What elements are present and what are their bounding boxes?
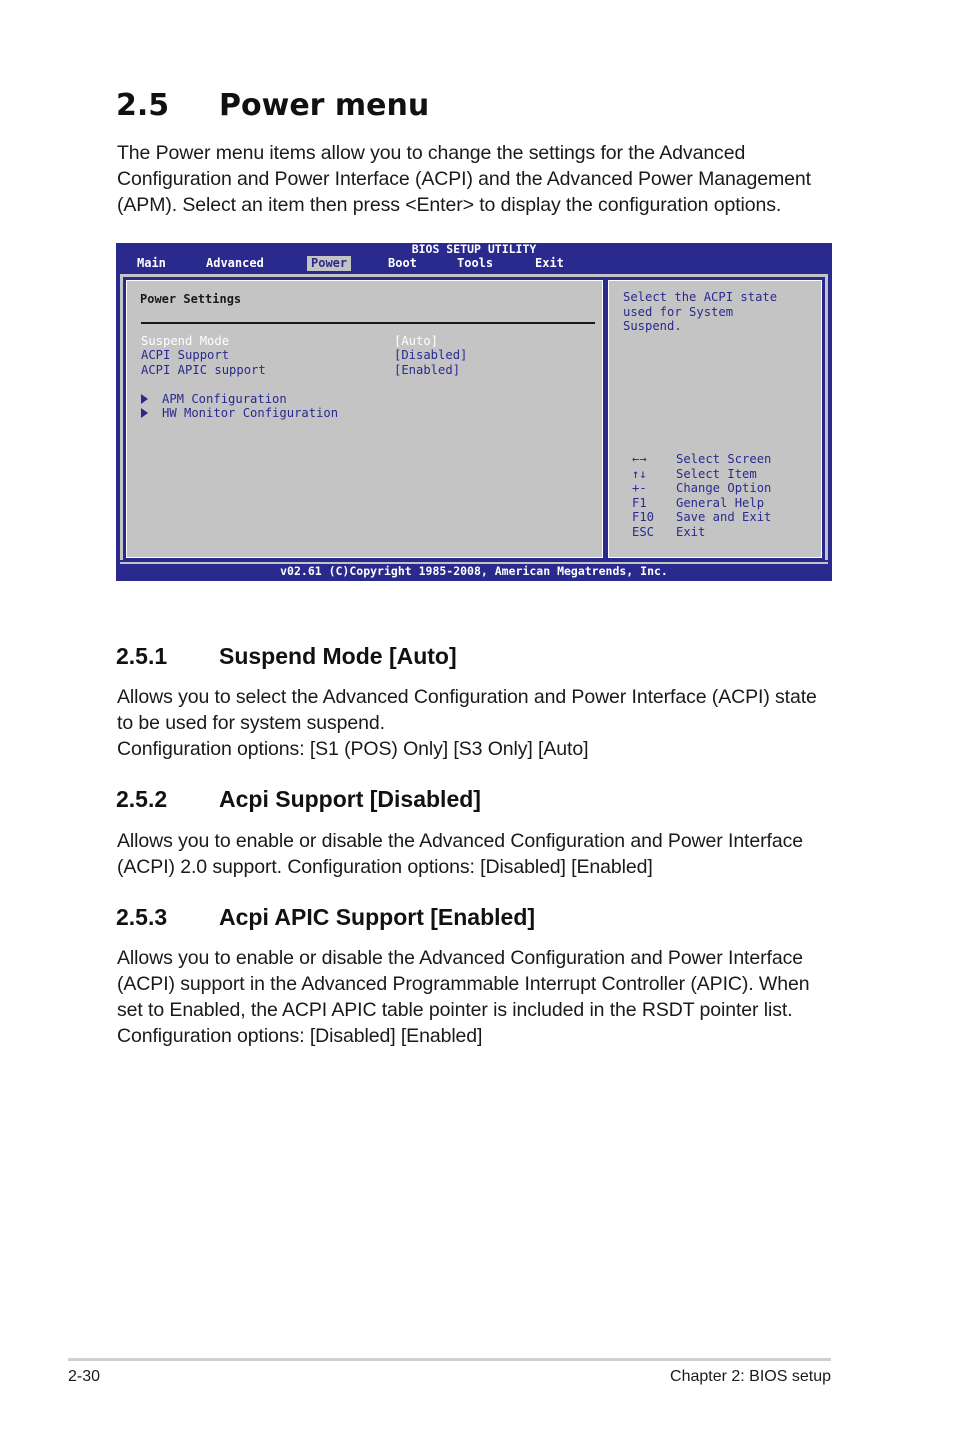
section-heading <box>116 88 429 123</box>
key-desc: Save and Exit <box>676 510 772 524</box>
bios-menu-exit[interactable]: Exit <box>535 256 564 270</box>
intro-paragraph <box>117 140 837 218</box>
bios-frame <box>120 274 828 564</box>
intro-line: (APM). Select an item then press <Enter> to display the configuration options. <box>117 194 782 216</box>
bios-copyright: v02.61 (C)Copyright 1985-2008, American Megatrends, Inc. <box>280 564 668 578</box>
subsection-number: 2.5.3 <box>116 904 168 930</box>
bios-item-acpi-apic-support[interactable] <box>141 363 461 377</box>
bios-submenu-apm-configuration[interactable] <box>141 392 287 406</box>
left-right-arrows-icon: ←→ <box>632 452 647 466</box>
bios-help-text <box>623 290 818 334</box>
bios-menu-tools[interactable]: Tools <box>457 256 494 270</box>
bios-menu-advanced[interactable]: Advanced <box>206 256 264 270</box>
page-number: 2-30 <box>68 1368 101 1385</box>
subsection-title: Acpi APIC Support [Enabled] <box>219 904 536 930</box>
subsection-number: 2.5.2 <box>116 786 168 812</box>
key-desc: Exit <box>676 524 706 539</box>
intro-line: Configuration and Power Interface (ACPI) and the Advanced Power Management <box>117 168 811 190</box>
help-line: Select the ACPI state <box>623 290 778 304</box>
help-line: Suspend. <box>623 319 682 333</box>
bios-item-value: [Disabled] <box>394 348 468 362</box>
subsection-title: Acpi Support [Disabled] <box>219 786 481 812</box>
paragraph-line: Configuration options: [Disabled] [Enabled] <box>117 1025 483 1047</box>
paragraph-line: (ACPI) support in the Advanced Programmable Interrupt Controller (APIC). When <box>117 973 810 995</box>
bios-divider <box>120 560 828 562</box>
bios-submenu-hw-monitor[interactable] <box>141 406 338 420</box>
submenu-arrow-icon <box>141 408 148 418</box>
key-label: F1 <box>632 495 647 510</box>
key-desc: Select Screen <box>676 452 772 466</box>
key-desc: Change Option <box>676 481 772 495</box>
bios-menu-main[interactable]: Main <box>137 256 166 270</box>
subsection-paragraph <box>117 828 837 880</box>
paragraph-line: Configuration options: [S1 (POS) Only] [S3 Only] [Auto] <box>117 738 589 760</box>
bios-item-label: ACPI Support <box>141 348 230 362</box>
footer-divider <box>68 1358 831 1361</box>
subsection-title: Suspend Mode [Auto] <box>219 643 457 669</box>
bios-item-value: [Auto] <box>394 334 439 348</box>
bios-item-value: [Enabled] <box>394 363 461 377</box>
bios-help-pane <box>605 277 825 561</box>
bios-settings-pane <box>123 277 606 561</box>
bios-item-acpi-support[interactable] <box>141 348 468 362</box>
paragraph-line: Allows you to enable or disable the Advanced Configuration and Power Interface <box>117 947 803 969</box>
bios-menu-boot[interactable]: Boot <box>388 256 417 270</box>
bios-panel-divider <box>141 322 595 324</box>
section-title: Power menu <box>219 88 430 123</box>
subsection-heading-acpi-apic <box>116 904 535 931</box>
key-label: ESC <box>632 524 655 539</box>
paragraph-line: to be used for system suspend. <box>117 712 385 734</box>
key-desc: General Help <box>676 495 765 510</box>
help-line: used for System <box>623 304 734 319</box>
paragraph-line: Allows you to enable or disable the Advanced Configuration and Power Interface <box>117 830 803 852</box>
key-label: F10 <box>632 510 655 524</box>
paragraph-line: set to Enabled, the ACPI APIC table pointer is included in the RSDT pointer list. <box>117 999 793 1021</box>
bios-item-label: ACPI APIC support <box>141 363 266 377</box>
section-number: 2.5 <box>116 88 170 123</box>
submenu-arrow-icon <box>141 394 148 404</box>
subsection-number: 2.5.1 <box>116 643 168 669</box>
bios-title: BIOS SETUP UTILITY <box>411 242 537 256</box>
paragraph-line: Allows you to select the Advanced Configuration and Power Interface (ACPI) state <box>117 686 817 708</box>
bios-submenu-label: HW Monitor Configuration <box>162 406 339 420</box>
bios-panel-title: Power Settings <box>140 292 242 306</box>
up-down-arrows-icon: ↑↓ <box>632 466 647 481</box>
bios-item-suspend-mode[interactable] <box>141 334 439 348</box>
bios-item-label: Suspend Mode <box>141 334 230 348</box>
subsection-paragraph <box>117 684 837 762</box>
subsection-heading-suspend-mode <box>116 643 457 670</box>
bios-menu-bar <box>116 256 832 272</box>
key-label: +- <box>632 481 647 495</box>
bios-screenshot <box>116 243 832 581</box>
intro-line: The Power menu items allow you to change the settings for the Advanced <box>117 142 746 164</box>
subsection-heading-acpi-support <box>116 786 481 813</box>
bios-menu-power[interactable]: Power <box>307 256 351 271</box>
bios-submenu-label: APM Configuration <box>162 392 287 406</box>
key-desc: Select Item <box>676 466 757 481</box>
paragraph-line: (ACPI) 2.0 support. Configuration options: [Disabled] [Enabled] <box>117 856 653 878</box>
subsection-paragraph <box>117 945 837 1049</box>
chapter-label: Chapter 2: BIOS setup <box>670 1368 831 1385</box>
